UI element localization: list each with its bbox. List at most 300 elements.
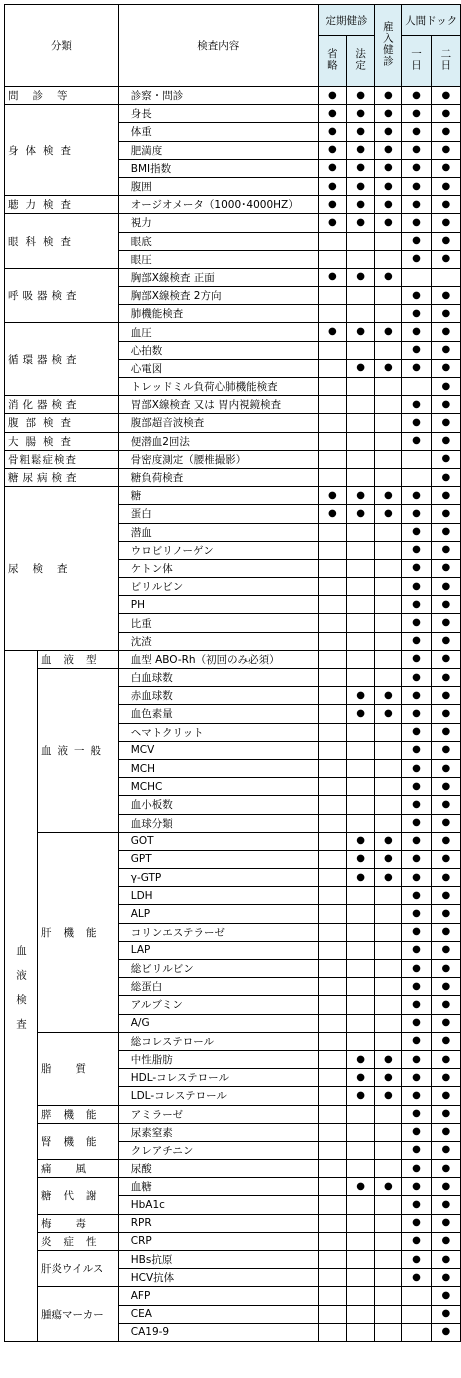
mark-cell	[402, 359, 431, 377]
bullet-mark: ●	[441, 798, 451, 810]
mark-cell	[347, 1069, 375, 1087]
bullet-mark: ●	[441, 962, 451, 974]
mark-cell	[375, 468, 402, 486]
exam-item: 白血球数	[118, 669, 318, 687]
mark-cell	[318, 250, 346, 268]
bullet-mark: ●	[441, 1235, 451, 1247]
bullet-mark: ●	[412, 707, 421, 719]
category-label: 糖尿病検査	[8, 472, 81, 485]
mark-cell	[347, 1160, 375, 1178]
mark-cell	[347, 487, 375, 505]
table-row	[5, 396, 461, 414]
bullet-mark: ●	[441, 544, 451, 556]
bullet-mark: ●	[412, 889, 421, 901]
bullet-mark: ●	[328, 144, 337, 156]
category-label: 骨粗鬆症検査	[8, 453, 77, 466]
subcategory-cell	[38, 1160, 119, 1178]
mark-cell	[347, 978, 375, 996]
mark-cell	[375, 1050, 402, 1068]
mark-cell	[402, 1287, 431, 1305]
table-row	[5, 1105, 461, 1123]
bullet-mark: ●	[441, 689, 451, 701]
mark-cell	[318, 1178, 346, 1196]
bullet-mark: ●	[412, 180, 421, 192]
mark-cell	[402, 541, 431, 559]
mark-cell	[431, 232, 460, 250]
bullet-mark: ●	[441, 1326, 451, 1338]
bullet-mark: ●	[441, 380, 451, 392]
header-content: 検査内容	[118, 5, 318, 87]
mark-cell	[402, 1105, 431, 1123]
mark-cell	[318, 705, 346, 723]
exam-item: HCV抗体	[118, 1269, 318, 1287]
exam-item: 血色素量	[118, 705, 318, 723]
bullet-mark: ●	[441, 762, 451, 774]
mark-cell	[347, 432, 375, 450]
mark-cell	[402, 487, 431, 505]
subcategory-label: 糖代謝	[41, 1190, 109, 1203]
bullet-mark: ●	[412, 253, 421, 265]
subcategory-label: 脂質	[41, 1063, 110, 1076]
bullet-mark: ●	[412, 817, 421, 829]
mark-cell	[347, 523, 375, 541]
mark-cell	[402, 123, 431, 141]
mark-cell	[375, 559, 402, 577]
exam-item: 沈渣	[118, 632, 318, 650]
mark-cell	[402, 177, 431, 195]
mark-cell	[375, 1232, 402, 1250]
mark-cell	[375, 1141, 402, 1159]
exam-item: オージオメータ（1000･4000HZ）	[118, 196, 318, 214]
mark-cell	[347, 723, 375, 741]
category-label: 身体検査	[8, 144, 78, 157]
bullet-mark: ●	[412, 1217, 421, 1229]
exam-item: LDH	[118, 887, 318, 905]
bullet-mark: ●	[328, 198, 337, 210]
bullet-mark: ●	[441, 653, 451, 665]
mark-cell	[318, 305, 346, 323]
bullet-mark: ●	[412, 289, 421, 301]
mark-cell	[431, 250, 460, 268]
bullet-mark: ●	[412, 835, 421, 847]
bullet-mark: ●	[412, 1235, 421, 1247]
mark-cell	[375, 159, 402, 177]
exam-item: 血型 ABO-Rh（初回のみ必須）	[118, 650, 318, 668]
mark-cell	[347, 669, 375, 687]
table-row	[5, 468, 461, 486]
exam-item: 骨密度測定（腰椎撮影）	[118, 450, 318, 468]
exam-item: 眼圧	[118, 250, 318, 268]
bullet-mark: ●	[383, 853, 393, 865]
category-label: 問診等	[8, 90, 82, 103]
exam-item: クレアチニン	[118, 1141, 318, 1159]
mark-cell	[318, 505, 346, 523]
bullet-mark: ●	[412, 435, 421, 447]
bullet-mark: ●	[412, 1253, 421, 1265]
mark-cell	[431, 505, 460, 523]
mark-cell	[318, 468, 346, 486]
mark-cell	[375, 141, 402, 159]
bullet-mark: ●	[328, 216, 337, 228]
mark-cell	[431, 1032, 460, 1050]
exam-item: コリンエステラーゼ	[118, 923, 318, 941]
bullet-mark: ●	[441, 107, 451, 119]
mark-cell	[431, 105, 460, 123]
exam-item: 心電図	[118, 359, 318, 377]
mark-cell	[402, 578, 431, 596]
mark-cell	[402, 1050, 431, 1068]
bullet-mark: ●	[412, 744, 421, 756]
mark-cell	[347, 1305, 375, 1323]
mark-cell	[431, 869, 460, 887]
bullet-mark: ●	[356, 1180, 366, 1192]
mark-cell	[431, 650, 460, 668]
bullet-mark: ●	[412, 926, 421, 938]
mark-cell	[375, 650, 402, 668]
bullet-mark: ●	[328, 125, 337, 137]
mark-cell	[402, 1196, 431, 1214]
subcategory-label: 炎症性	[41, 1235, 109, 1248]
mark-cell	[347, 1014, 375, 1032]
bullet-mark: ●	[441, 908, 451, 920]
mark-cell	[431, 596, 460, 614]
mark-cell	[402, 1178, 431, 1196]
bullet-mark: ●	[412, 1144, 421, 1156]
header-two-day: 二日	[431, 36, 460, 87]
mark-cell	[375, 232, 402, 250]
bullet-mark: ●	[412, 125, 421, 137]
mark-cell	[431, 1232, 460, 1250]
bullet-mark: ●	[441, 998, 451, 1010]
exam-item: 身長	[118, 105, 318, 123]
exam-item: 中性脂肪	[118, 1050, 318, 1068]
mark-cell	[375, 996, 402, 1014]
bullet-mark: ●	[412, 1199, 421, 1211]
mark-cell	[375, 487, 402, 505]
mark-cell	[347, 1269, 375, 1287]
bullet-mark: ●	[441, 871, 451, 883]
category-label: 尿検査	[8, 562, 82, 575]
mark-cell	[375, 1123, 402, 1141]
mark-cell	[318, 1214, 346, 1232]
exam-item: 赤血球数	[118, 687, 318, 705]
category-cell	[5, 87, 119, 105]
bullet-mark: ●	[441, 1217, 451, 1229]
bullet-mark: ●	[328, 507, 337, 519]
bullet-mark: ●	[441, 344, 451, 356]
mark-cell	[402, 960, 431, 978]
category-cell	[5, 196, 119, 214]
bullet-mark: ●	[383, 489, 393, 501]
mark-cell	[318, 741, 346, 759]
category-cell	[5, 214, 119, 269]
bullet-mark: ●	[328, 271, 337, 283]
mark-cell	[431, 1287, 460, 1305]
bullet-mark: ●	[412, 689, 421, 701]
mark-cell	[318, 596, 346, 614]
exam-item: 胸部X線検査 2方向	[118, 287, 318, 305]
mark-cell	[375, 1178, 402, 1196]
mark-cell	[375, 105, 402, 123]
mark-cell	[431, 978, 460, 996]
exam-item: 心拍数	[118, 341, 318, 359]
table-row	[5, 214, 461, 232]
exam-item: 胸部X線検査 正面	[118, 268, 318, 286]
mark-cell	[375, 541, 402, 559]
mark-cell	[318, 1196, 346, 1214]
table-row	[5, 1032, 461, 1050]
mark-cell	[375, 869, 402, 887]
bullet-mark: ●	[383, 1071, 393, 1083]
mark-cell	[402, 923, 431, 941]
mark-cell	[402, 832, 431, 850]
bullet-mark: ●	[356, 853, 366, 865]
bullet-mark: ●	[383, 326, 393, 338]
mark-cell	[375, 1287, 402, 1305]
category-cell	[5, 268, 119, 323]
mark-cell	[402, 941, 431, 959]
bullet-mark: ●	[441, 1053, 451, 1065]
exam-item: LAP	[118, 941, 318, 959]
mark-cell	[318, 941, 346, 959]
table-row	[5, 87, 461, 105]
mark-cell	[347, 814, 375, 832]
bullet-mark: ●	[412, 344, 421, 356]
exam-item: 総ビリルビン	[118, 960, 318, 978]
subcategory-cell	[38, 1214, 119, 1232]
bullet-mark: ●	[441, 144, 451, 156]
header-category: 分類	[5, 5, 119, 87]
mark-cell	[375, 177, 402, 195]
mark-cell	[375, 505, 402, 523]
bullet-mark: ●	[412, 1126, 421, 1138]
mark-cell	[347, 232, 375, 250]
subcategory-cell	[38, 832, 119, 1032]
exam-item: A/G	[118, 1014, 318, 1032]
bullet-mark: ●	[412, 1162, 421, 1174]
bullet-mark: ●	[441, 926, 451, 938]
mark-cell	[402, 214, 431, 232]
mark-cell	[347, 996, 375, 1014]
mark-cell	[318, 1050, 346, 1068]
mark-cell	[347, 468, 375, 486]
mark-cell	[347, 1196, 375, 1214]
mark-cell	[318, 960, 346, 978]
mark-cell	[318, 1232, 346, 1250]
bullet-mark: ●	[383, 89, 393, 101]
bullet-mark: ●	[412, 998, 421, 1010]
mark-cell	[402, 87, 431, 105]
bullet-mark: ●	[441, 562, 451, 574]
mark-cell	[375, 196, 402, 214]
bullet-mark: ●	[412, 198, 421, 210]
mark-cell	[402, 905, 431, 923]
mark-cell	[375, 341, 402, 359]
mark-cell	[402, 1269, 431, 1287]
bullet-mark: ●	[356, 689, 366, 701]
mark-cell	[318, 196, 346, 214]
bullet-mark: ●	[441, 326, 451, 338]
bullet-mark: ●	[383, 1180, 393, 1192]
mark-cell	[402, 305, 431, 323]
mark-cell	[402, 432, 431, 450]
exam-item: MCH	[118, 759, 318, 777]
bullet-mark: ●	[412, 416, 421, 428]
mark-cell	[318, 996, 346, 1014]
exam-item: MCHC	[118, 778, 318, 796]
mark-cell	[347, 268, 375, 286]
mark-cell	[318, 378, 346, 396]
mark-cell	[402, 323, 431, 341]
table-row	[5, 1214, 461, 1232]
exam-item: CEA	[118, 1305, 318, 1323]
table-row	[5, 487, 461, 505]
bullet-mark: ●	[412, 362, 421, 374]
mark-cell	[402, 341, 431, 359]
mark-cell	[431, 778, 460, 796]
mark-cell	[347, 1214, 375, 1232]
mark-cell	[431, 1196, 460, 1214]
mark-cell	[347, 832, 375, 850]
table-row	[5, 432, 461, 450]
bullet-mark: ●	[412, 598, 421, 610]
bullet-mark: ●	[441, 1126, 451, 1138]
mark-cell	[347, 1232, 375, 1250]
exam-item: ALP	[118, 905, 318, 923]
mark-cell	[431, 1050, 460, 1068]
mark-cell	[402, 1014, 431, 1032]
bullet-mark: ●	[356, 871, 366, 883]
bullet-mark: ●	[412, 1180, 421, 1192]
subcategory-cell	[38, 1105, 119, 1123]
mark-cell	[431, 1141, 460, 1159]
mark-cell	[347, 578, 375, 596]
exam-item: 血圧	[118, 323, 318, 341]
mark-cell	[375, 1251, 402, 1269]
mark-cell	[402, 159, 431, 177]
bullet-mark: ●	[441, 471, 451, 483]
bullet-mark: ●	[412, 526, 421, 538]
exam-item: 血糖	[118, 1178, 318, 1196]
mark-cell	[375, 850, 402, 868]
mark-cell	[375, 450, 402, 468]
mark-cell	[375, 741, 402, 759]
mark-cell	[318, 487, 346, 505]
bullet-mark: ●	[441, 853, 451, 865]
mark-cell	[431, 1251, 460, 1269]
mark-cell	[402, 559, 431, 577]
header-human-dock: 人間ドック	[402, 5, 461, 36]
bullet-mark: ●	[441, 1071, 451, 1083]
mark-cell	[402, 1087, 431, 1105]
bullet-mark: ●	[441, 1035, 451, 1047]
exam-item: CA19-9	[118, 1323, 318, 1341]
mark-cell	[431, 1178, 460, 1196]
mark-cell	[431, 1323, 460, 1341]
bullet-mark: ●	[412, 398, 421, 410]
mark-cell	[318, 323, 346, 341]
mark-cell	[402, 287, 431, 305]
mark-cell	[402, 268, 431, 286]
exam-item: 血球分類	[118, 814, 318, 832]
header-legal: 法定	[347, 36, 375, 87]
category-label: 聴力検査	[8, 199, 78, 212]
mark-cell	[347, 614, 375, 632]
bullet-mark: ●	[441, 1017, 451, 1029]
mark-cell	[347, 941, 375, 959]
exam-item: BMI指数	[118, 159, 318, 177]
mark-cell	[402, 741, 431, 759]
mark-cell	[402, 1305, 431, 1323]
mark-cell	[318, 905, 346, 923]
mark-cell	[375, 941, 402, 959]
mark-cell	[318, 1123, 346, 1141]
mark-cell	[431, 341, 460, 359]
bullet-mark: ●	[441, 635, 451, 647]
mark-cell	[375, 1014, 402, 1032]
bullet-mark: ●	[412, 908, 421, 920]
bullet-mark: ●	[441, 744, 451, 756]
bullet-mark: ●	[441, 526, 451, 538]
bullet-mark: ●	[328, 180, 337, 192]
mark-cell	[402, 232, 431, 250]
mark-cell	[375, 905, 402, 923]
mark-cell	[431, 796, 460, 814]
mark-cell	[375, 432, 402, 450]
bullet-mark: ●	[441, 1308, 451, 1320]
bullet-mark: ●	[441, 580, 451, 592]
bullet-mark: ●	[441, 1108, 451, 1120]
mark-cell	[431, 541, 460, 559]
mark-cell	[431, 432, 460, 450]
exam-item: γ-GTP	[118, 869, 318, 887]
mark-cell	[431, 814, 460, 832]
mark-cell	[347, 196, 375, 214]
subcategory-cell	[38, 650, 119, 668]
subcategory-label: 梅毒	[41, 1217, 110, 1230]
mark-cell	[318, 869, 346, 887]
bullet-mark: ●	[412, 580, 421, 592]
mark-cell	[318, 159, 346, 177]
mark-cell	[318, 723, 346, 741]
bullet-mark: ●	[412, 162, 421, 174]
table-row	[5, 1178, 461, 1196]
mark-cell	[375, 250, 402, 268]
mark-cell	[318, 578, 346, 596]
bullet-mark: ●	[383, 707, 393, 719]
mark-cell	[431, 1269, 460, 1287]
mark-cell	[347, 105, 375, 123]
table-row	[5, 1160, 461, 1178]
mark-cell	[402, 669, 431, 687]
bullet-mark: ●	[441, 1199, 451, 1211]
mark-cell	[402, 887, 431, 905]
exam-item: ウロビリノーゲン	[118, 541, 318, 559]
mark-cell	[347, 705, 375, 723]
bullet-mark: ●	[356, 180, 366, 192]
mark-cell	[431, 159, 460, 177]
mark-cell	[431, 214, 460, 232]
bullet-mark: ●	[441, 435, 451, 447]
mark-cell	[375, 960, 402, 978]
bullet-mark: ●	[441, 162, 451, 174]
exam-item: 比重	[118, 614, 318, 632]
mark-cell	[347, 778, 375, 796]
bullet-mark: ●	[441, 398, 451, 410]
bullet-mark: ●	[412, 671, 421, 683]
bullet-mark: ●	[356, 89, 366, 101]
exam-item: 診察・問診	[118, 87, 318, 105]
